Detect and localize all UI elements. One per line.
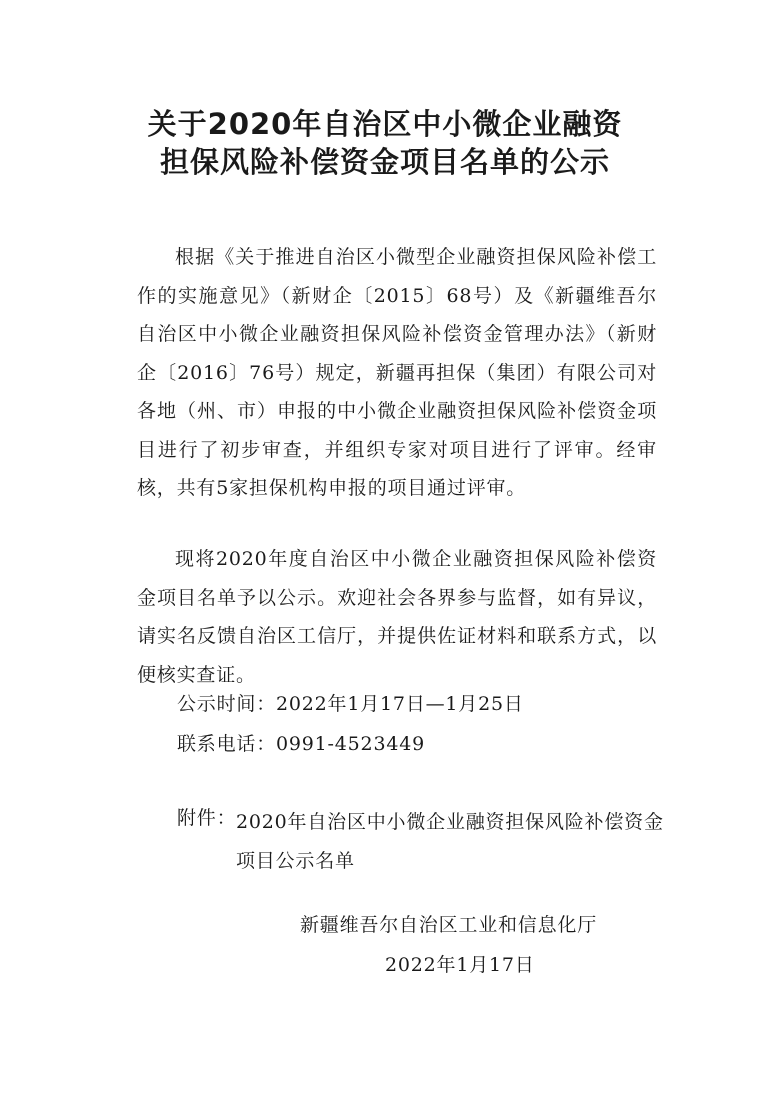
issuer: 新疆维吾尔自治区工业和信息化厅: [300, 914, 598, 936]
title-line-1: 关于2020年自治区中小微企业融资: [147, 107, 623, 141]
issue-date: 2022年1月17日: [385, 954, 535, 976]
contact-phone: 联系电话：0991-4523449: [177, 733, 425, 755]
attachment-text: 2020年自治区中小微企业融资担保风险补偿资金项目公示名单: [236, 811, 664, 872]
paragraph-2: 现将2020年度自治区中小微企业融资担保风险补偿资金项目名单予以公示。欢迎社会各界参与监督，如有异议，请实名反馈自治区工信厅，并提供佐证材料和联系方式，以便核实查证。: [137, 548, 657, 686]
publicity-time: 公示时间：2022年1月17日—1月25日: [177, 693, 524, 715]
title-line-2: 担保风险补偿资金项目名单的公示: [159, 145, 610, 179]
attachment-label: 附件：: [177, 807, 237, 829]
paragraph-1: 根据《关于推进自治区小微型企业融资担保风险补偿工作的实施意见》（新财企〔2015〕68号）及《新疆维吾尔自治区中小微企业融资担保风险补偿资金管理办法》（新财企〔2016〕76号）规定，新疆再担保（集团）有限公司对各地（州、市）申报的中小微企业融资担保风险补偿资金项目进行了初步审查，并组织专家对项目进行了评审。经审核，共有5家担保机构申报的项目通过评审。: [137, 246, 657, 499]
